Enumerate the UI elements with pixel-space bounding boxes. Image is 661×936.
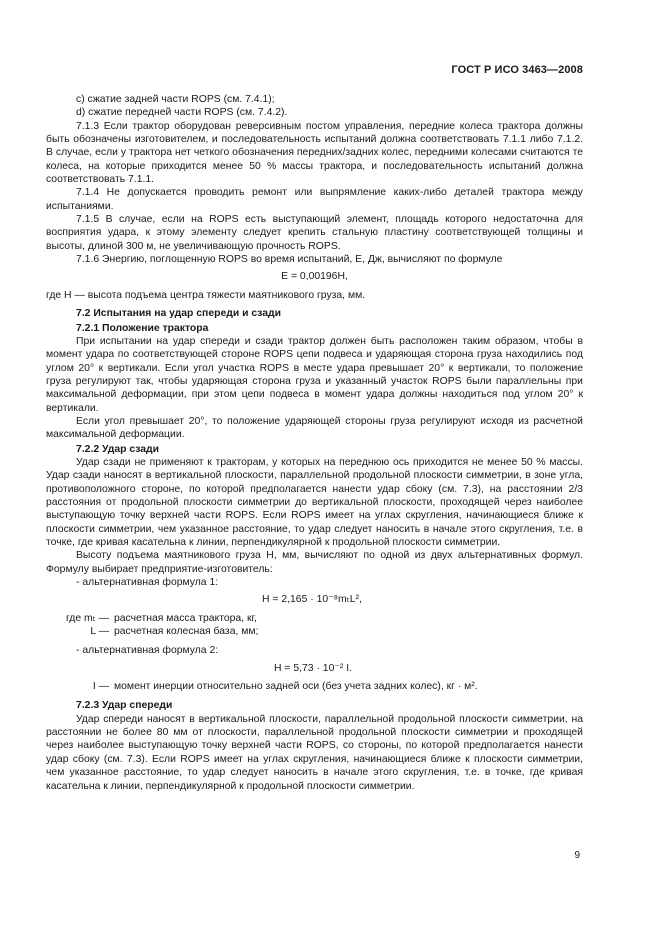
formula-alternative-2: H = 5,73 · 10⁻² I. xyxy=(274,662,352,674)
paragraph-7-1-6: 7.1.6 Энергию, поглощенную ROPS во время испытаний, E, Дж, вычисляют по формуле xyxy=(76,254,503,266)
paragraph-7-2-2-b: Высоту подъема маятникового груза H, мм, вычисляют по одной из двух альтернативных формул. Формулу выбирает предприятие-изготовитель: xyxy=(46,550,584,575)
where-i xyxy=(46,680,583,693)
paragraph-7-2-1-b: Если угол превышает 20°, то положение ударяющей стороны груза регулируют исходя из расчетной максимальной деформации. xyxy=(46,415,583,441)
section-heading-7-2-3: 7.2.3 Удар спереди xyxy=(76,700,173,712)
paragraph-7-1-4: 7.1.4 Не допускается проводить ремонт или выпрямление каких-либо деталей трактора между испытаниями. xyxy=(46,187,583,212)
where-term: где mₜ — xyxy=(65,612,109,624)
list-item-c: c) сжатие задней части ROPS (см. 7.4.1); xyxy=(76,94,275,105)
formula-alternative-1: H = 2,165 · 10⁻⁸mₜL², xyxy=(262,594,362,606)
section-heading-7-2: 7.2 Испытания на удар спереди и сзади xyxy=(76,308,281,320)
paragraph-7-2-3: Удар спереди наносят в вертикальной плоскости, параллельной продольной плоскости симметрии, на расстоянии не более 80 мм от плоскости, параллельной продольной плоскости симметрии и проходящей через наиболее выступающую точку верхней части ROPS, со стороны, по которой предполагается нанести удар сбоку (см. 7.3). Если ROPS имеет на углах скругления, начинающиеся ближе к плоскости симметрии, чем указанное расстояние, то удар следует наносить в начале этого скругления, т.е. в точке, где кривая касательна к линии, перпендикулярной к продольной плоскости симметрии. xyxy=(46,713,583,792)
where-mt xyxy=(46,612,583,625)
where-term: L — xyxy=(90,626,109,638)
list-item-d: d) сжатие передней части ROPS (см. 7.4.2). xyxy=(76,107,288,119)
paragraph-7-2-1-a: При испытании на удар спереди и сзади трактор должен быть расположен таким образом, чтобы в момент удара по соответствующей стороне ROPS цепи подвеса и ударяющая сторона груза находились под углом 20° к вертикали. Если угол участка ROPS в месте удара превышает 20° к вертикали, то положение груза регулируют так, чтобы ударяющая сторона груза и указанный участок ROPS были параллельны при максимальной деформации, при этом цепи подвеса в момент удара должны находиться под углом 20° к вертикали. xyxy=(46,335,583,414)
where-term: I — xyxy=(92,681,109,693)
alternative-formula-1-label: - альтернативная формула 1: xyxy=(76,577,219,589)
where-h: где H — высота подъема центра тяжести маятникового груза, мм. xyxy=(46,289,366,301)
alternative-formula-2-label: - альтернативная формула 2: xyxy=(76,645,219,657)
paragraph-7-2-2-a: Удар сзади не применяют к тракторам, у которых на переднюю ось приходится не менее 50 % массы. Удар сзади наносят в вертикальной плоскости, параллельной продольной плоскости симметрии, в зоне угла, противоположного стороне, по которой предполагается нанести удар сбоку (см. 7.3), на расстоянии 2/3 расстояния от продольной плоскости симметрии до вертикальной плоскости, проходящей через наиболее выступающую точку верхней части ROPS. Если ROPS имеет на углах скругления, начинающиеся ближе к плоскости симметрии, чем указанное расстояние, то удар следует наносить в начале этого скругления, т.е. в точке, где кривая касательна к линии, перпендикулярной к продольной плоскости симметрии. xyxy=(46,456,583,548)
section-heading-7-2-1: 7.2.1 Положение трактора xyxy=(76,322,209,334)
page-number: 9 xyxy=(574,850,580,861)
where-text: расчетная масса трактора, кг, xyxy=(114,612,257,624)
where-text: расчетная колесная база, мм; xyxy=(114,626,259,638)
where-text: момент инерции относительно задней оси (без учета задних колес), кг · м². xyxy=(114,681,478,693)
section-heading-7-2-2: 7.2.2 Удар сзади xyxy=(76,443,159,455)
document-body xyxy=(46,93,583,793)
paragraph-7-1-5: 7.1.5 В случае, если на ROPS есть выступающий элемент, площадь которого недостаточна для восприятия удара, к этому элементу следует крепить стальную пластину соответствующей толщины и высоты, длиной 300 м, не увеличивающую прочность ROPS. xyxy=(46,214,583,252)
where-l xyxy=(46,625,583,638)
paragraph-7-1-3: 7.1.3 Если трактор оборудован реверсивным постом управления, передние колеса трактора должны быть обозначены изготовителем, и последовательность испытаний должна соответствовать 7.1.1 либо 7.1.2. В случае, если у трактора нет четкого обозначения передних/задних колес, передними колесами считаются те колеса, на которые приходится менее 50 % массы трактора, и последовательность испытаний должна соответствовать 7.1.1. xyxy=(46,120,583,186)
formula-energy: E = 0,00196H, xyxy=(281,271,348,283)
standard-header: ГОСТ Р ИСО 3463—2008 xyxy=(451,64,583,76)
